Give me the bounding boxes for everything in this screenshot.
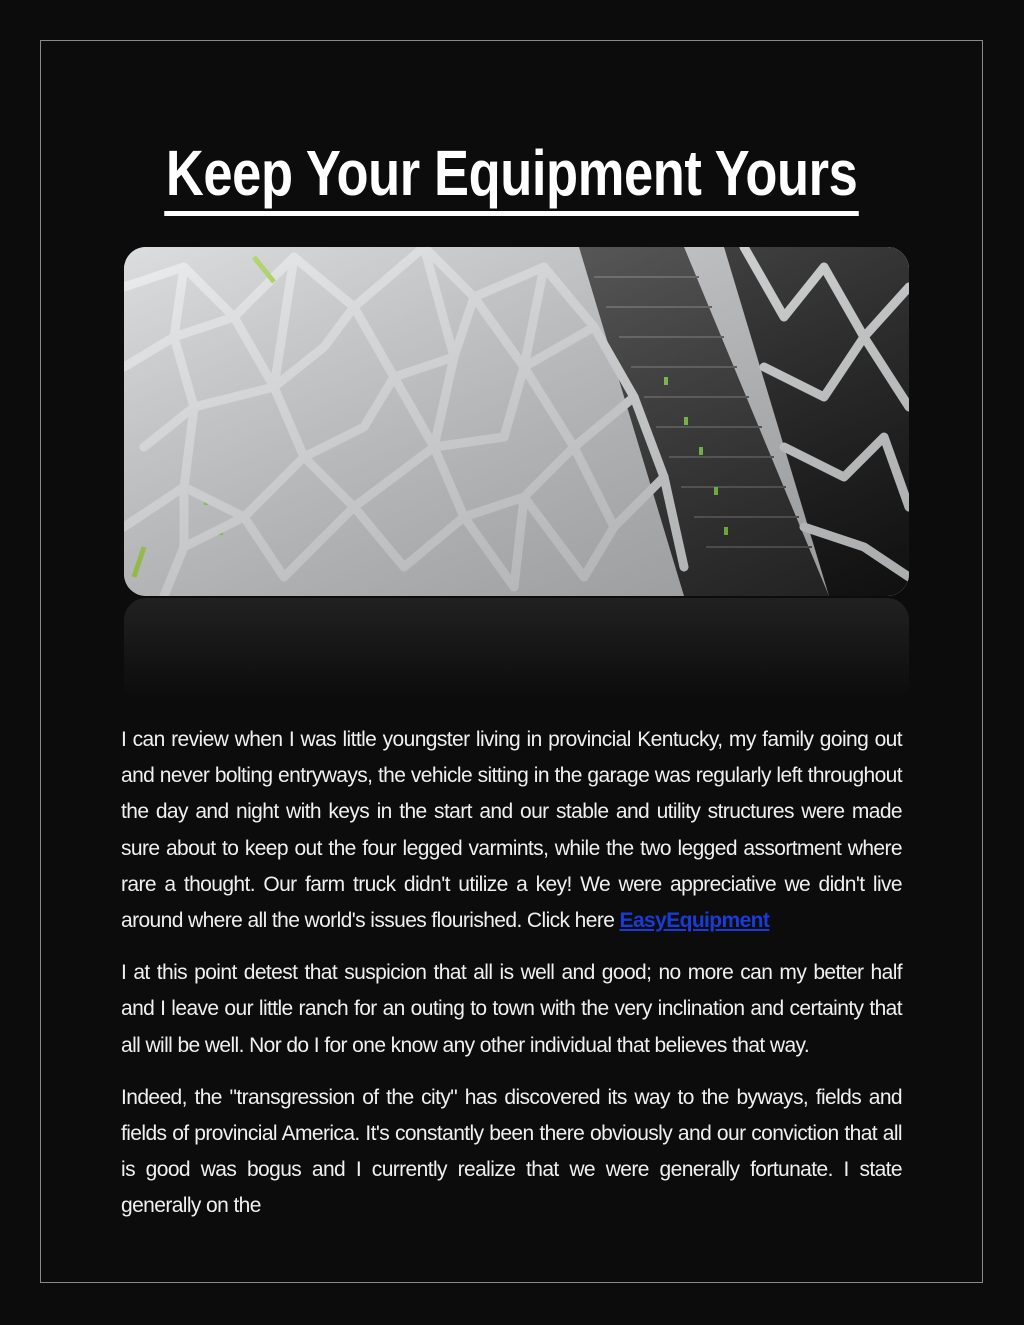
paragraph-2: I at this point detest that suspicion that all is well and good; no more can my better half and I leave our little ranch for an outing to town with the very inclination and certainty that all will be well. Nor do I for one know any other individual that believes that way. (121, 961, 902, 1057)
hero-reflection (124, 598, 909, 698)
page-title (0, 128, 1024, 218)
hero-image (124, 247, 909, 596)
page-title-text: Keep Your Equipment Yours (165, 135, 860, 216)
server-rack-lattice-icon (124, 247, 909, 596)
article-body (121, 722, 902, 1241)
paragraph-1: I can review when I was little youngster living in provincial Kentucky, my family going out and never bolting entryways, the vehicle sitting in the garage was regularly left throughout the day and night with keys in the start and our stable and utility structures were made sure about to keep out the four legged varmints, while the two legged assortment where rare a thought. Our farm truck didn't utilize a key! We were appreciative we didn't live around where all the world's issues flourished. Click here EasyEquipment (121, 728, 902, 933)
paragraph-3: Indeed, the "transgression of the city" has discovered its way to the byways, fields and fields of provincial America. It's constantly been there obviously and our conviction that all is good was bogus and I currently realize that we were generally fortunate. I state generally on the (121, 1085, 902, 1218)
easyequipment-link[interactable]: EasyEquipment (619, 909, 770, 933)
